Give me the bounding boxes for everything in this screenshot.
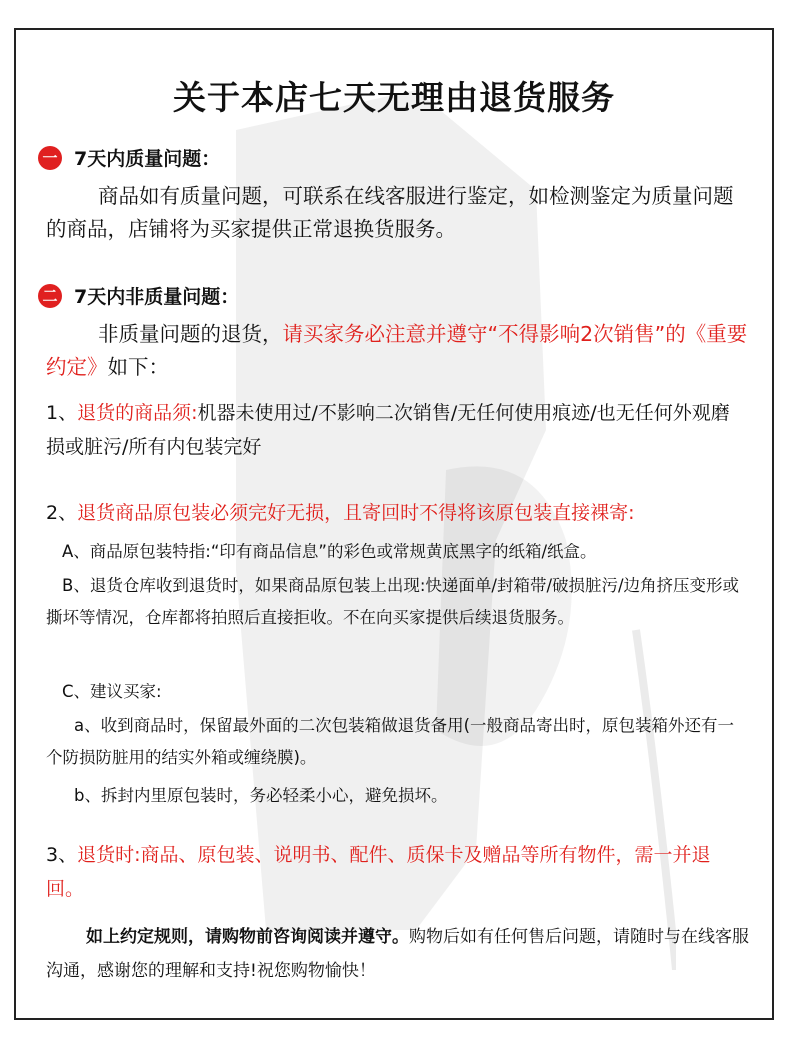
item-2-a: A、商品原包装特指:“印有商品信息”的彩色或常规黄底黑字的纸箱/纸盒。 xyxy=(62,542,597,561)
section-2-body-tail: 如下： xyxy=(107,355,169,379)
footer-bold: 如上约定规则，请购物前咨询阅读并遵守。 xyxy=(86,927,409,947)
item-2-c: C、建议买家: xyxy=(62,682,162,701)
item-3 xyxy=(46,838,748,906)
section-2-badge: 二 xyxy=(38,284,62,308)
item-2-b: B、退货仓库收到退货时，如果商品原包装上出现:快递面单/封箱带/破损脏污/边角挤压变形或撕坏等情况，仓库都将拍照后直接拒收。不在向买家提供后续退货服务。 xyxy=(46,576,740,627)
section-2-heading xyxy=(38,282,239,309)
section-1-title: 7天内质量问题： xyxy=(74,148,221,170)
item-1-red: 退货的商品须: xyxy=(77,402,198,424)
item-3-num: 3、 xyxy=(46,844,78,866)
section-2-body-red: 请买家务必注意并遵守“不得影响2次销售”的《重要约定》 xyxy=(46,322,748,379)
item-2 xyxy=(46,496,748,530)
footer-rest: 购物后如有任何售后问题，请随时与在线客服沟通，感谢您的理解和支持!祝您购物愉快！ xyxy=(46,927,749,981)
item-1-text: 机器未使用过/不影响二次销售/无任何使用痕迹/也无任何外观磨损或脏污/所有内包装完好 xyxy=(46,402,730,458)
item-2-c-b: b、拆封内里原包装时，务必轻柔小心，避免损坏。 xyxy=(74,786,448,805)
item-1 xyxy=(46,396,748,464)
section-2-body-lead: 非质量问题的退货， xyxy=(98,322,283,346)
item-3-red: 退货时:商品、原包装、说明书、配件、质保卡及赠品等所有物件，需一并退回。 xyxy=(46,844,711,900)
item-2-num: 2、 xyxy=(46,502,78,524)
item-2-c-a: a、收到商品时，保留最外面的二次包装箱做退货备用(一般商品寄出时，原包装箱外还有一个防损防脏用的结实外箱或缠绕膜)。 xyxy=(46,716,735,767)
item-2-red: 退货商品原包装必须完好无损，且寄回时不得将该原包装直接裸寄: xyxy=(77,502,635,524)
document-frame xyxy=(14,28,774,1020)
section-2-title: 7天内非质量问题： xyxy=(74,286,240,308)
section-1-body: 商品如有质量问题，可联系在线客服进行鉴定，如检测鉴定为质量问题的商品，店铺将为买家提供正常退换货服务。 xyxy=(46,184,734,241)
item-1-num: 1、 xyxy=(46,402,78,424)
section-2-body xyxy=(46,318,748,384)
section-1-badge: 一 xyxy=(38,146,62,170)
section-1-heading xyxy=(38,144,220,171)
page-title: 关于本店七天无理由退货服务 xyxy=(173,78,615,117)
footer-note xyxy=(46,920,750,988)
